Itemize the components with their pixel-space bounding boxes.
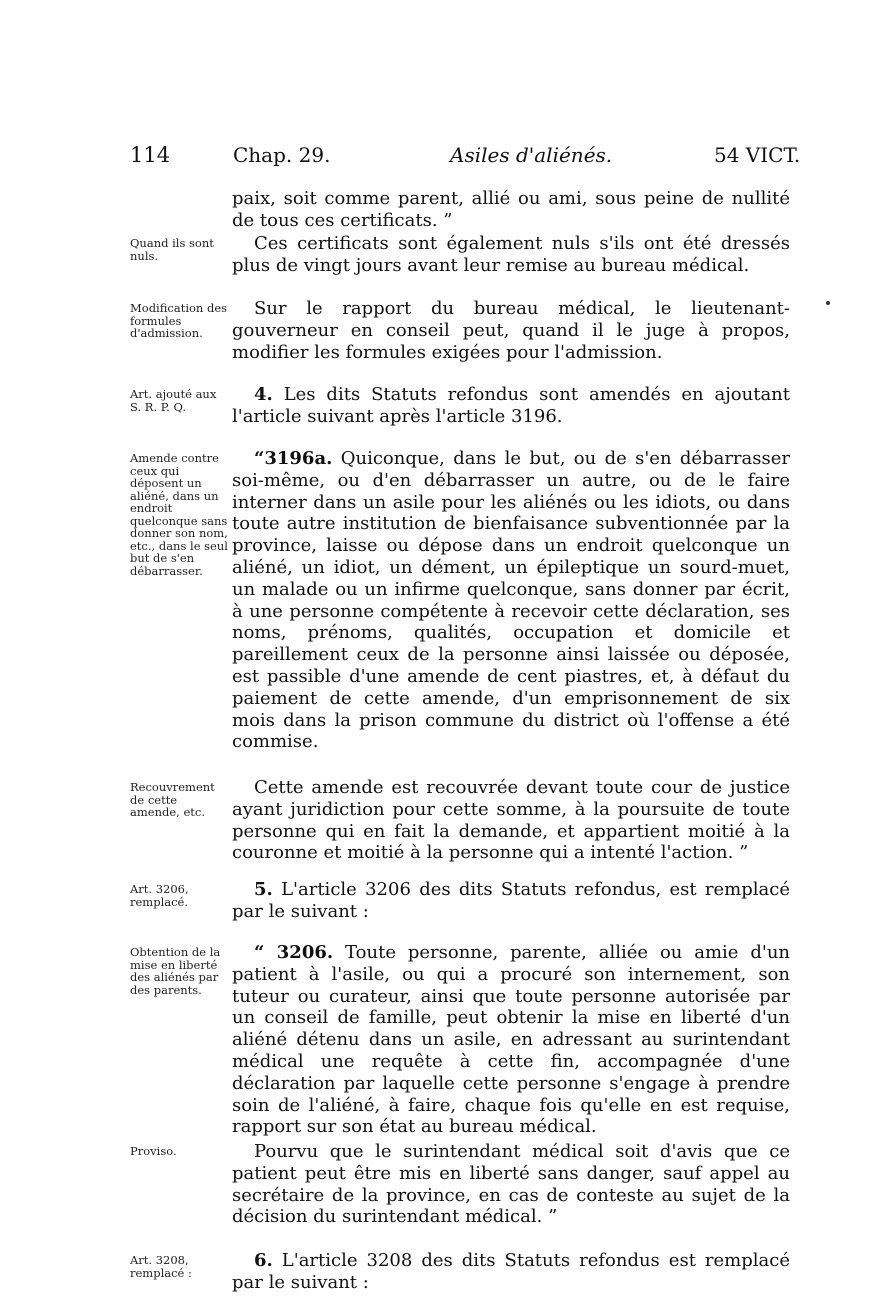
margin-note-art-ajoute: Art. ajouté aux S. R. P. Q. xyxy=(130,387,217,414)
section-4 xyxy=(232,384,790,428)
article-3196a-text: Quiconque, dans le but, ou de s'en débarrasser soi-même, ou d'en débarrasser un autre, ou de le faire interner dans un asile pour les aliénés ou les idiots, ou dans toute autre institution de bienfaisance subventionnée par la province, laisse ou dépose dans un endroit quelconque un aliéné, un idiot, un dément, un épileptique un sourd-muet, un malade ou un infirme quelconque, sans donner par écrit, à une personne compétente à recevoir cette déclaration, ses noms, prénoms, qualités, occupation et domicile et pareillement ceux de la personne ainsi laissée ou déposée, est passible d'une amende de cent piastres, et, à défaut du paiement de cette amende, d'un emprisonnement de six mois dans la prison commune du district où l'offense a été commise. xyxy=(232,448,790,753)
section-5-number: 5. xyxy=(254,879,273,900)
article-3206-number: “ 3206. xyxy=(254,942,334,963)
paragraph-continuation: paix, soit comme parent, allié ou ami, sous peine de nullité de tous ces certificats. ” xyxy=(232,188,790,231)
margin-note-obtention: Obtention de la mise en liberté des aliénés par des parents. xyxy=(130,945,221,997)
section-5-text: L'article 3206 des dits Statuts refondus, est remplacé par le suivant : xyxy=(232,879,790,922)
section-6-number: 6. xyxy=(254,1250,273,1271)
paragraph-certificats-nuls: Ces certificats sont également nuls s'ils ont été dressés plus de vingt jours avant leur remise au bureau médical. xyxy=(232,233,790,276)
article-3206 xyxy=(232,942,790,1138)
margin-note-quand-nuls: Quand ils sont nuls. xyxy=(130,236,214,263)
margin-note-proviso: Proviso. xyxy=(130,1144,177,1158)
section-5 xyxy=(232,879,790,923)
article-3196a xyxy=(232,448,790,753)
section-4-number: 4. xyxy=(254,384,273,405)
article-3206-text: Toute personne, parente, alliée ou amie d'un patient à l'asile, ou qui a procuré son internement, son tuteur ou curateur, ainsi que toute personne autorisée par un conseil de famille, peut obtenir la mise en liberté d'un aliéné détenu dans un asile, en adressant au surintendant médical une requête à cette fin, accompagnée d'une déclaration par laquelle cette personne s'engage à prendre soin de l'aliéné, à faire, chaque fois qu'elle en est requise, rapport sur son état au bureau médical. xyxy=(232,942,791,1138)
paragraph-recouvrement: Cette amende est recouvrée devant toute cour de justice ayant juridiction pour cette somme, à la poursuite de toute personne qui en fait la demande, et appartient moitié à la couronne et moitié à la personne qui a intenté l'action. ” xyxy=(232,777,790,864)
margin-note-art-3206: Art. 3206, remplacé. xyxy=(130,882,189,909)
margin-note-amende: Amende contre ceux qui déposent un aliéné, dans un endroit quelconque sans donner son nom, etc., dans le seul but de s'en débarrasser. xyxy=(130,451,228,578)
section-6 xyxy=(232,1250,790,1294)
section-6-text: L'article 3208 des dits Statuts refondus est remplacé par le suivant : xyxy=(232,1250,790,1293)
page-number: 114 xyxy=(130,143,171,167)
margin-note-art-3208: Art. 3208, remplacé : xyxy=(130,1253,192,1280)
chapter-label: Chap. 29. xyxy=(233,143,331,167)
margin-note-recouvrement: Recouvrement de cette amende, etc. xyxy=(130,780,215,819)
stray-ink-mark xyxy=(826,301,830,305)
volume-label: 54 VICT. xyxy=(714,143,801,167)
article-3196a-number: “3196a. xyxy=(254,448,333,469)
paragraph-modification-formules: Sur le rapport du bureau médical, le lieutenant-gouverneur en conseil peut, quand il le juge à propos, modifier les formules exigées pour l'admission. xyxy=(232,298,790,363)
running-title: Asiles d'aliénés. xyxy=(450,143,613,167)
section-4-text: Les dits Statuts refondus sont amendés en ajoutant l'article suivant après l'article 3196. xyxy=(232,384,790,427)
margin-note-modification-formules: Modification des formules d'admission. xyxy=(130,301,228,340)
paragraph-proviso: Pourvu que le surintendant médical soit d'avis que ce patient peut être mis en liberté sans danger, sauf appel au secrétaire de la province, en cas de conteste au sujet de la décision du surintendant médical. ” xyxy=(232,1141,790,1228)
